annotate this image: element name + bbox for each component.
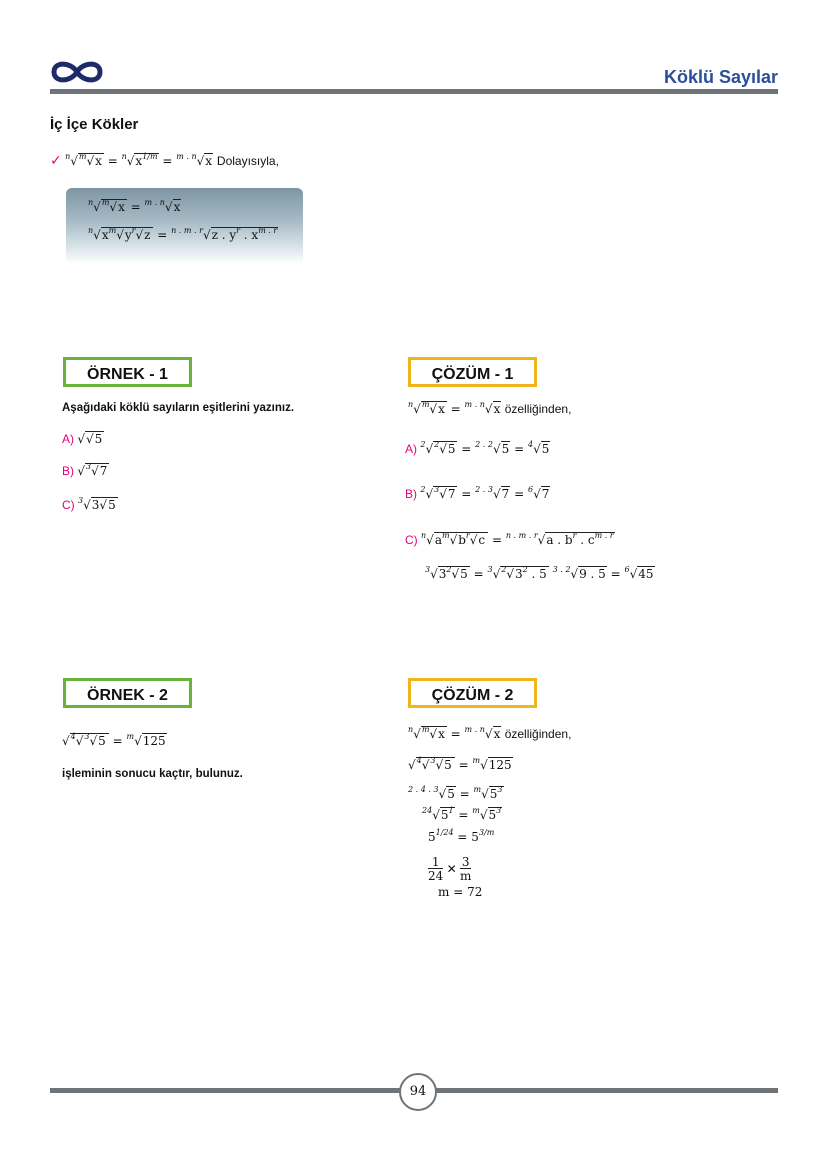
- solution-1-item-b: B) $^2$√$^3$√7 = $^{2 . 3}$√7 = $^6$√7: [405, 485, 550, 501]
- intro-formula: $^n√^m√x = ^n√x^{1/m} = ^{m . n}√x$: [65, 152, 213, 168]
- header-divider: [50, 89, 778, 94]
- solution-1-label: ÇÖZÜM - 1: [408, 357, 537, 387]
- solution-1-property: $^n$√$^m$√x = $^{m . n}$√x özelliğinden,: [408, 400, 572, 416]
- page-number: 94: [399, 1073, 437, 1111]
- example-1-label: ÖRNEK - 1: [63, 357, 192, 387]
- solution-2-label: ÇÖZÜM - 2: [408, 678, 537, 708]
- solution-2-step-4: $5^{1/24} = 5^{3/m}$: [428, 828, 495, 844]
- rule-formula-1: $^n$√$^m$√x = $^{m . n}$√x: [88, 198, 181, 214]
- example-2-question: işleminin sonucu kaçtır, bulunuz.: [62, 768, 243, 780]
- example-1-question: Aşağıdaki köklü sayıların eşitlerini yazınız.: [62, 402, 295, 414]
- example-2-expression: √$^4$√$^3$√5 = $^m$√125: [62, 732, 166, 748]
- footer-divider-left: [50, 1088, 400, 1093]
- solution-2-step-2: $^{2 . 4 . 3}√5 = ^m√5^3$: [408, 785, 503, 801]
- solution-2-property: $^n$√$^m$√x = $^{m . n}$√x özelliğinden,: [408, 725, 572, 741]
- intro-tail: Dolayısıyla,: [216, 154, 279, 168]
- example-2-label: ÖRNEK - 2: [63, 678, 192, 708]
- solution-2-step-1: √$^4$√$^3$√5 = $^m$√125: [408, 756, 512, 772]
- section-title: İç İçe Kökler: [50, 116, 139, 133]
- rule-box: [66, 188, 303, 264]
- infinity-logo-icon: [50, 58, 104, 86]
- solution-2-step-5: 1 24 ✕ 3 m: [428, 855, 472, 883]
- example-1-item-a: A) √√5: [62, 432, 103, 446]
- chapter-title: Köklü Sayılar: [663, 67, 778, 87]
- example-1-item-b: B) √$^3$√7: [62, 462, 108, 478]
- rule-formula-2: $^n√x^m√y^r√z = ^{n . m . r}√z$ . $y^r$ . $x^{m . r}$: [88, 226, 278, 242]
- solution-2-result: m = 72: [438, 885, 483, 899]
- solution-2-step-3: $^{24}√5^1 = ^m√5^3$: [422, 806, 502, 822]
- footer-divider-right: [433, 1088, 778, 1093]
- solution-1-item-c: C) $^n√a^m√b^r√c = ^{n . m . r}√a$ . $b^r$ . $c^{m . r}$: [405, 531, 614, 547]
- intro-formula-line: [50, 152, 279, 169]
- solution-1-item-a: A) $^2$√$^2$√5 = $^{2 . 2}$√5 = $^4$√5: [405, 440, 550, 456]
- solution-1-item-c-work: $^3√3^2√5 = ^3√^2√3^2$ . 5 $^{3 . 2}$√9 . 5 = $^6$√45: [425, 565, 654, 581]
- checkmark-icon: ✓: [50, 152, 62, 168]
- example-1-item-c: C) $^3$√3√5: [62, 496, 116, 512]
